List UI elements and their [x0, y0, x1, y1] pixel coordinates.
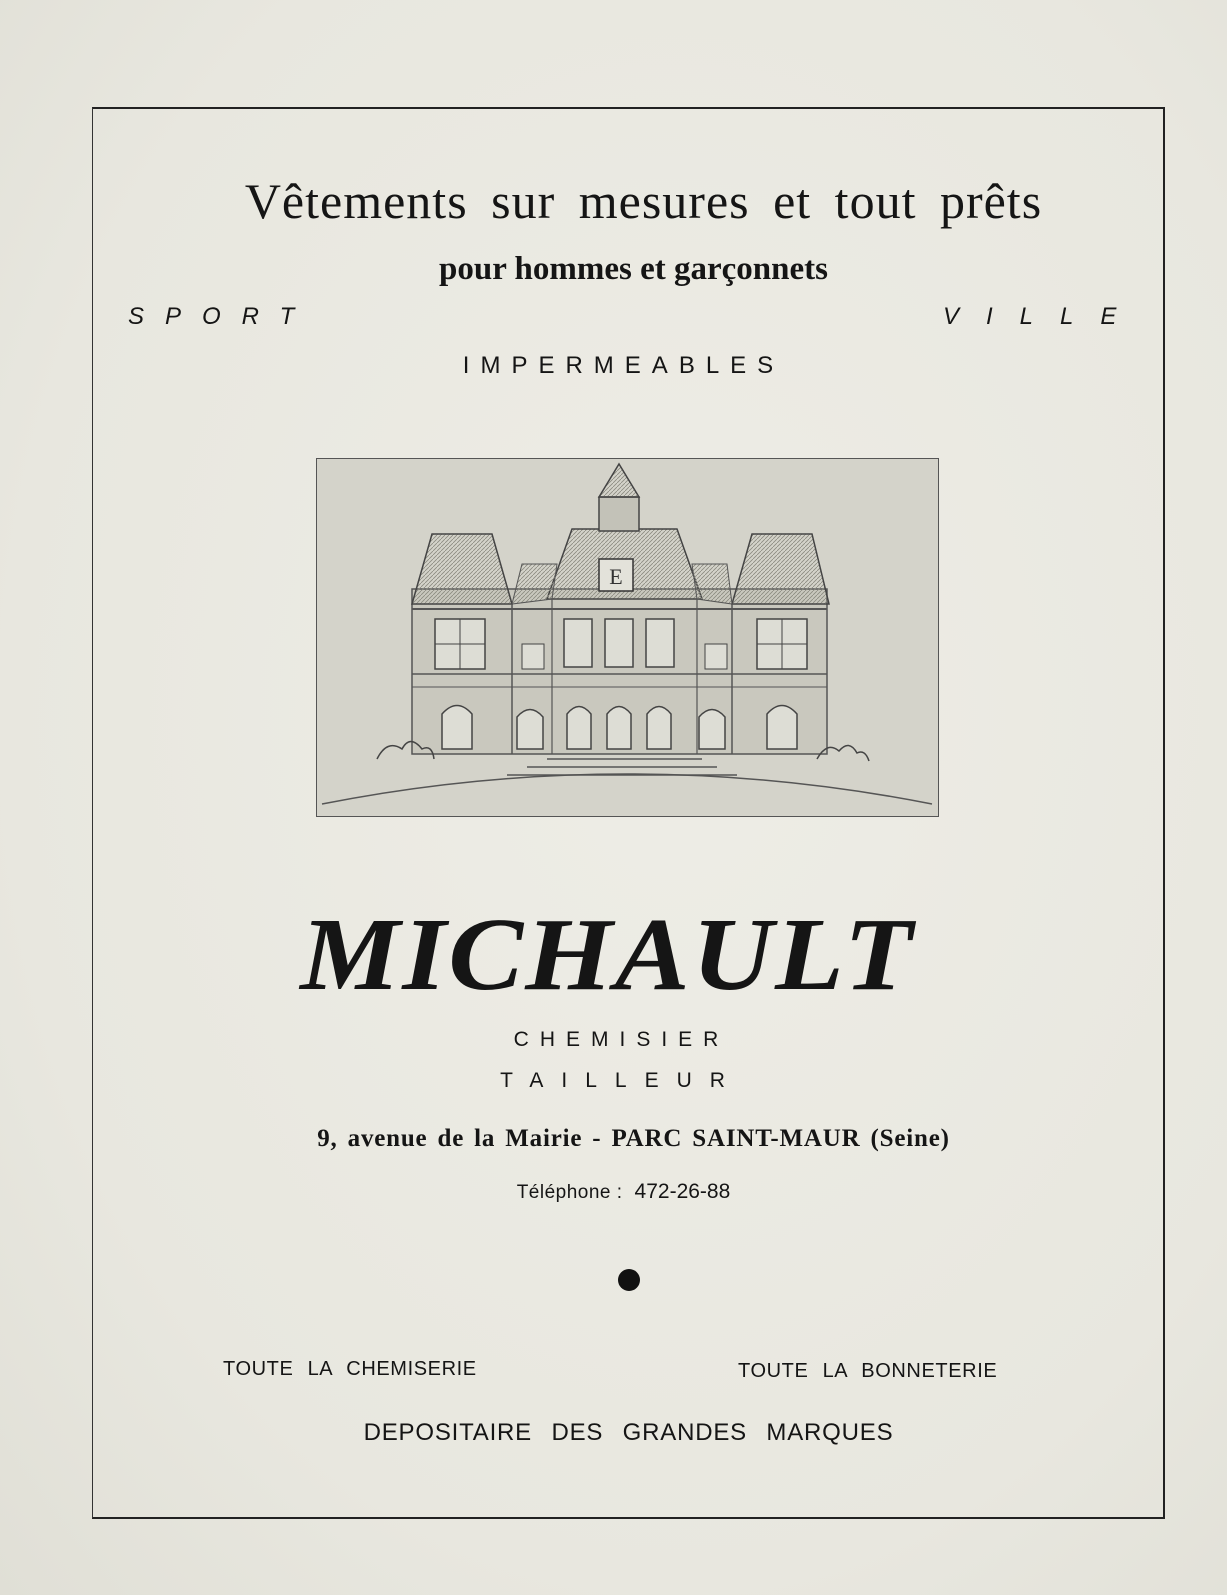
building-illustration [316, 458, 939, 817]
town-hall-drawing [317, 459, 937, 815]
category-sport: SPORT [128, 303, 316, 330]
category-ville: VILLE [943, 303, 1144, 330]
phone-label: Téléphone : [516, 1182, 623, 1203]
phone-number: 472-26-88 [634, 1180, 731, 1203]
footer-depositaire: DEPOSITAIRE DES GRANDES MARQUES [363, 1419, 894, 1446]
subheadline: pour hommes et garçonnets [439, 251, 828, 287]
headline: Vêtements sur mesures et tout prêts [244, 173, 1043, 229]
emblem-letter: E [609, 564, 623, 589]
profession-tailleur: TAILLEUR [500, 1069, 743, 1092]
profession-chemisier: CHEMISIER [513, 1028, 730, 1051]
bullet-dot [618, 1269, 640, 1291]
offer-bonneterie: TOUTE LA BONNETERIE [738, 1360, 998, 1382]
store-address: 9, avenue de la Mairie - PARC SAINT-MAUR (Seine) [317, 1125, 950, 1152]
brand-name: MICHAULT [300, 897, 915, 1012]
product-line: IMPERMEABLES [462, 352, 785, 379]
offer-chemiserie: TOUTE LA CHEMISERIE [223, 1358, 477, 1380]
phone-line [10, 1180, 1227, 1204]
